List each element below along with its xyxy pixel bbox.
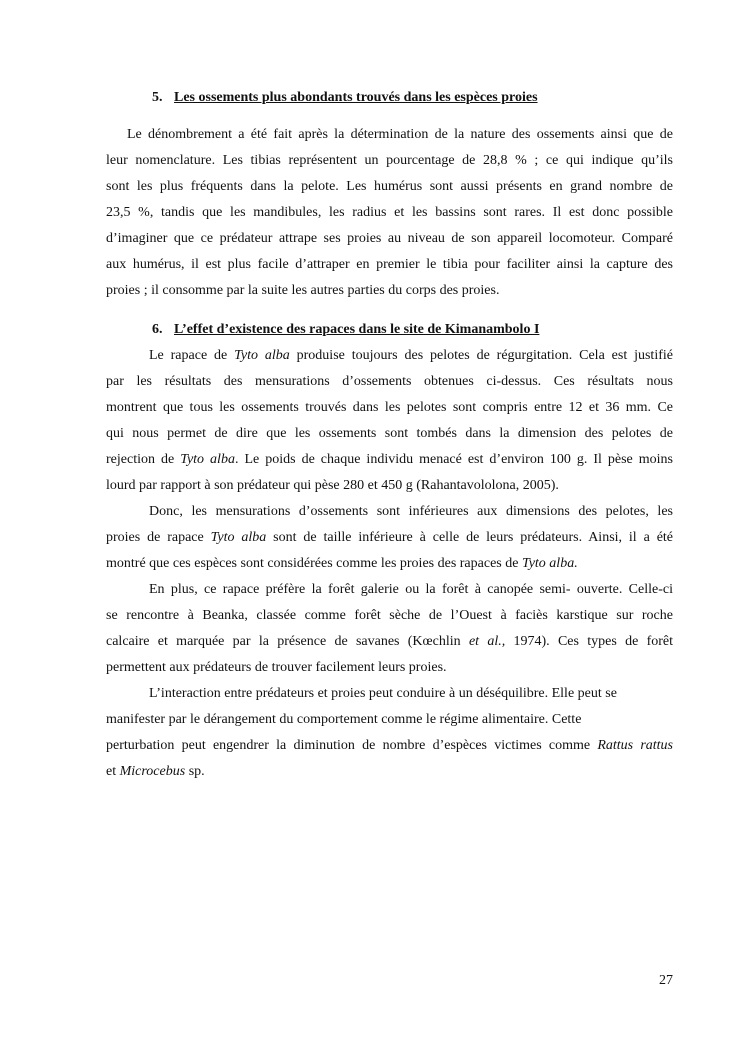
species-name: Tyto alba. [521,556,578,571]
paragraph-line: manifester par le dérangement du comportement comme le régime alimentaire. Cette [106,712,582,727]
section-6-title: L’effet d’existence des rapaces dans le site de Kimanambolo I [174,322,540,337]
paragraph-line: 23,5 %, tandis que les mandibules, les radius et les bassins sont rares. Il est donc possible [106,205,673,220]
section-5-number: 5. [152,90,163,105]
paragraph-line [106,629,673,655]
text-run: perturbation peut engendrer la diminution de nombre d’espèces victimes comme [106,738,598,753]
species-name: Tyto alba [210,530,267,545]
species-name: Rattus rattus [597,738,673,753]
text-run: rejection de [106,452,181,467]
paragraph-line [106,733,673,759]
paragraph-line: En plus, ce rapace préfère la forêt galerie ou la forêt à canopée semi- ouverte. Celle-ci [149,582,673,597]
section-6-paragraph-4 [106,681,673,785]
text-run: 1974). Ces types de forêt [505,634,673,649]
section-6-number: 6. [152,322,163,337]
section-5-paragraph [106,122,673,304]
paragraph-line: montrent que tous les ossements trouvés dans les pelotes sont compris entre 12 et 36 mm. Ce [106,400,673,415]
species-name: Microcebus [119,764,186,779]
section-6-paragraph-2 [106,499,673,577]
species-name: Tyto alba [180,452,235,467]
text-run: et [106,764,120,779]
section-6-paragraph-3 [106,577,673,681]
section-5-title: Les ossements plus abondants trouvés dans les espèces proies [174,90,538,105]
species-name: Tyto alba [234,348,290,363]
paragraph-line: se rencontre à Beanka, classée comme forêt sèche de l’Ouest à faciès karstique sur roche [106,608,673,623]
paragraph-line: aux humérus, il est plus facile d’attraper en premier le tibia pour faciliter ainsi la capture des [106,257,673,272]
paragraph-line: d’imaginer que ce prédateur attrape ses proies au niveau de son appareil locomoteur. Comparé [106,231,673,246]
section-5-heading [152,89,538,107]
paragraph-line: permettent aux prédateurs de trouver facilement leurs proies. [106,660,447,675]
text-run: Le rapace de [149,348,235,363]
paragraph-line [106,343,673,369]
text-run: produise toujours des pelotes de régurgitation. Cela est justifié [289,348,673,363]
paragraph-line: Donc, les mensurations d’ossements sont inférieures aux dimensions des pelotes, les [149,504,673,519]
paragraph-line: L’interaction entre prédateurs et proies peut conduire à un déséquilibre. Elle peut se [149,686,617,701]
paragraph-line [106,759,673,785]
paragraph-line: Le dénombrement a été fait après la détermination de la nature des ossements ainsi que de [127,127,673,142]
section-6-heading [152,321,539,339]
paragraph-line: qui nous permet de dire que les ossements sont tombés dans la dimension des pelotes de [106,426,673,441]
paragraph-line: leur nomenclature. Les tibias représentent un pourcentage de 28,8 % ; ce qui indique qu’ils [106,153,673,168]
page-number: 27 [659,973,673,988]
text-run: sp. [185,764,205,779]
paragraph-line [106,447,673,473]
paragraph-line [106,551,673,577]
text-run: proies de rapace [106,530,211,545]
text-run: montré que ces espèces sont considérées comme les proies des rapaces de [106,556,522,571]
paragraph-line [106,525,673,551]
text-run: calcaire et marquée par la présence de savanes (Kœchlin [106,634,469,649]
text-run: . Le poids de chaque individu menacé est d’environ 100 g. Il pèse moins [234,452,673,467]
paragraph-line: proies ; il consomme par la suite les autres parties du corps des proies. [106,283,500,298]
paragraph-line: par les résultats des mensurations d’ossements obtenues ci-dessus. Ces résultats nous [106,374,673,389]
paragraph-line: lourd par rapport à son prédateur qui pèse 280 et 450 g (Rahantavololona, 2005). [106,478,559,493]
citation-italic: et al., [468,634,506,649]
text-run: sont de taille inférieure à celle de leurs prédateurs. Ainsi, il a été [266,530,674,545]
section-6-paragraph-1 [106,343,673,499]
paragraph-line: sont les plus fréquents dans la pelote. Les humérus sont aussi présents en grand nombre de [106,179,673,194]
